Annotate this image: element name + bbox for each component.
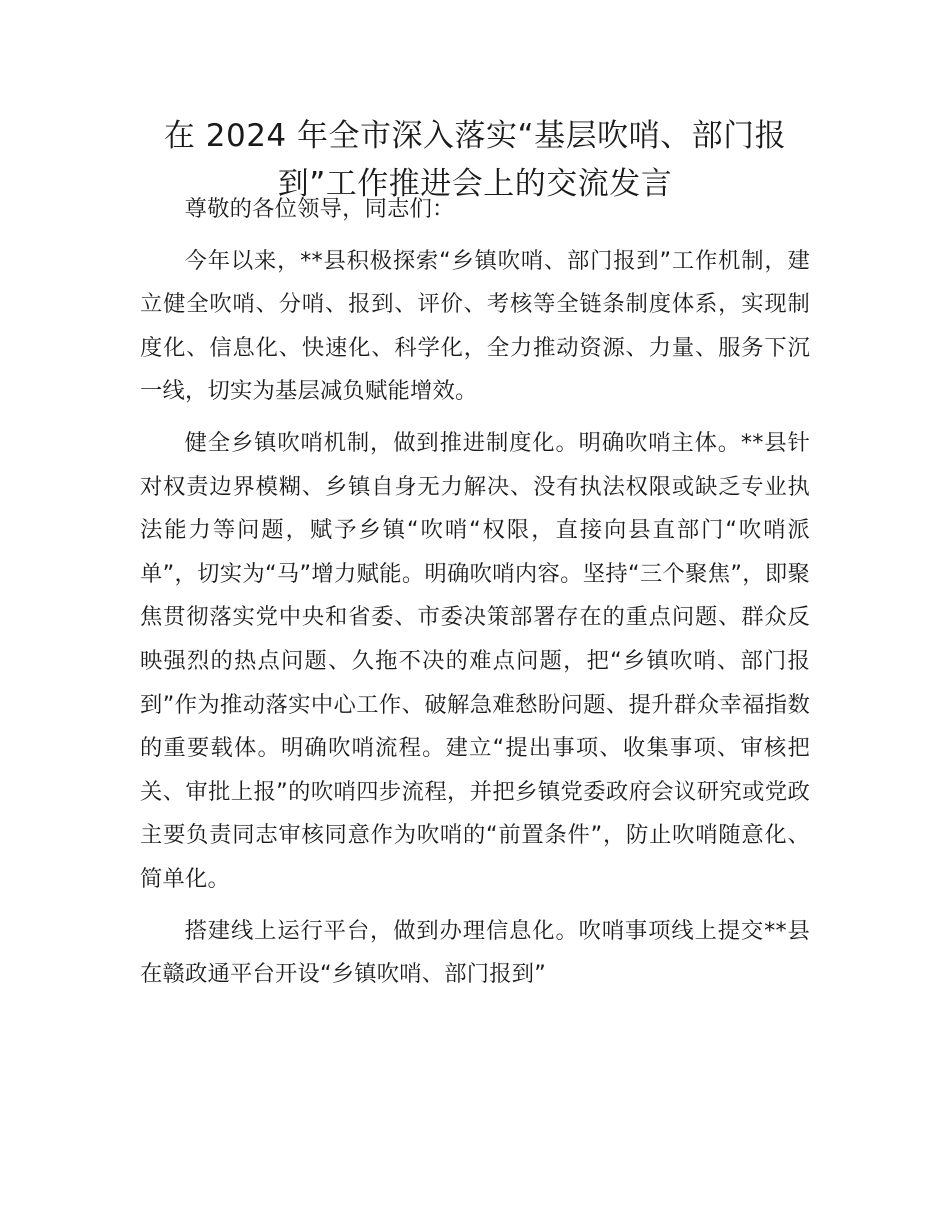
- paragraph-mechanism: 健全乡镇吹哨机制，做到推进制度化。明确吹哨主体。**县针对权责边界模糊、乡镇自身无力解决、没有执法权限或缺乏专业执法能力等问题，赋予乡镇“吹哨“权限，直接向县直部门“吹哨派单”，切实为“马”增力赋能。明确吹哨内容。坚持“三个聚焦”，即聚焦贯彻落实党中央和省委、市委决策部署存在的重点问题、群众反映强烈的热点问题、久拖不决的难点问题，把“乡镇吹哨、部门报到”作为推动落实中心工作、破解急难愁盼问题、提升群众幸福指数的重要载体。明确吹哨流程。建立“提出事项、收集事项、审核把关、审批上报”的吹哨四步流程，并把乡镇党委政府会议研究或党政主要负责同志审核同意作为吹哨的“前置条件”，防止吹哨随意化、简单化。: [140, 429, 810, 892]
- paragraph-intro: 今年以来，**县积极探索“乡镇吹哨、部门报到”工作机制，建立健全吹哨、分哨、报到、评价、考核等全链条制度体系，实现制度化、信息化、快速化、科学化，全力推动资源、力量、服务下沉一线，切实为基层减负赋能增效。: [140, 247, 810, 405]
- document-title: 在 2024 年全市深入落实“基层吹哨、部门报到”工作推进会上的交流发言: [163, 118, 787, 202]
- paragraph-platform: 搭建线上运行平台，做到办理信息化。吹哨事项线上提交**县在赣政通平台开设“乡镇吹哨、部门报到”: [140, 917, 810, 988]
- salutation: 尊敬的各位领导，同志们：: [184, 196, 455, 222]
- document-body: [140, 188, 810, 997]
